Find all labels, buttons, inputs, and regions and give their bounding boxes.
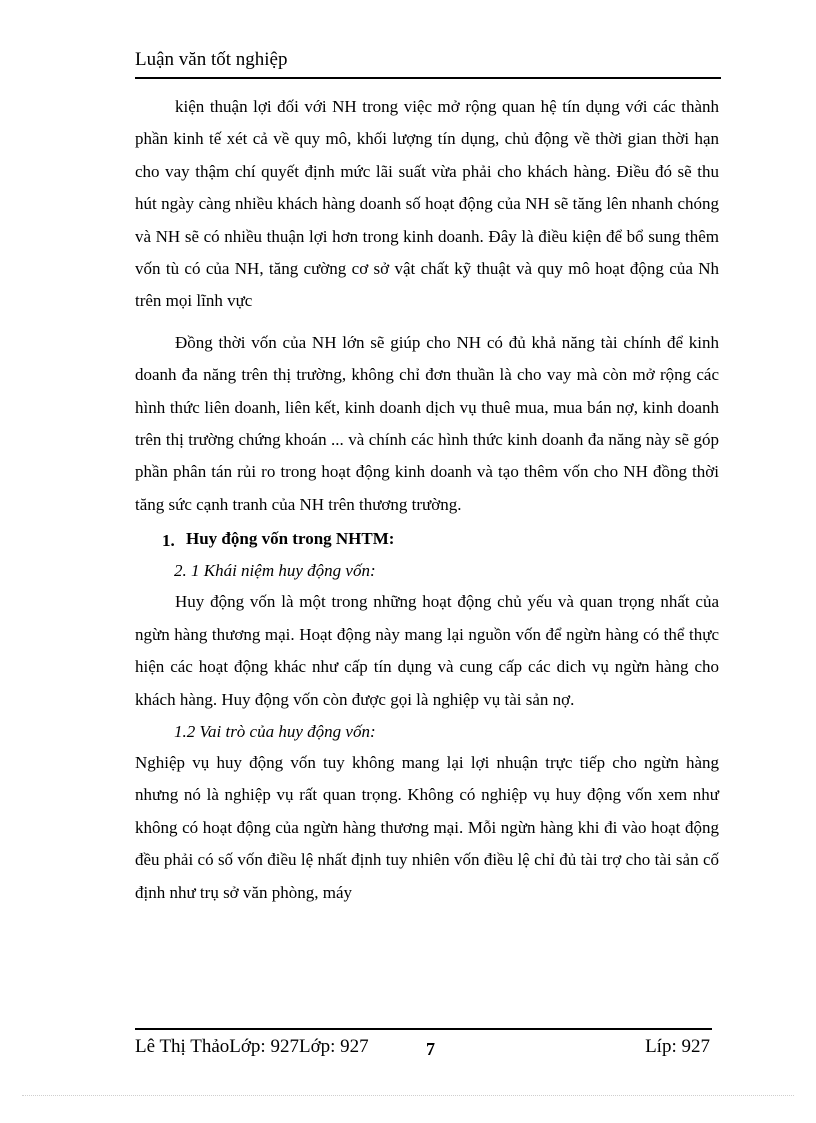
footer-class: Líp: 927 (645, 1036, 710, 1057)
section-title: Huy động vốn trong NHTM: (186, 529, 395, 549)
header-divider (135, 77, 721, 79)
paragraph-1: kiện thuận lợi đối với NH trong việc mở rộng quan hệ tín dụng với các thành phần kinh tế xét cả về quy mô, khối lượng tín dụng, chủ động về thời gian thời hạn cho vay thậm chí quyết định mức lãi suất vừa phải cho khách hàng. Điều đó sẽ thu hút ngày càng nhiều khách hàng doanh số hoạt động của NH sẽ tăng lên nhanh chóng và NH sẽ có nhiều thuận lợi hơn trong kinh doanh. Đây là điều kiện để bổ sung thêm vốn tù có của NH, tăng cường cơ sở vật chất kỹ thuật và quy mô hoạt động của Nh trên mọi lĩnh vực (135, 97, 719, 311)
paragraph-4: Nghiệp vụ huy động vốn tuy không mang lại lợi nhuận trực tiếp cho ngừn hàng nhưng nó là nghiệp vụ rất quan trọng. Không có nghiệp vụ huy động vốn xem như không có hoạt động của ngừn hàng thương mại. Mỗi ngừn hàng khi đi vào hoạt động đều phải có số vốn điều lệ nhất định tuy nhiên vốn điều lệ chỉ đủ tài trợ cho tài sản cố định như trụ sở văn phòng, máy (135, 752, 719, 902)
paragraph-2: Đồng thời vốn của NH lớn sẽ giúp cho NH có đủ khả năng tài chính để kinh doanh đa năng trên thị trường, không chỉ đơn thuần là cho vay mà còn mở rộng các hình thức liên doanh, liên kết, kinh doanh dịch vụ thuê mua, mua bán nợ, kinh doanh trên thị trường chứng khoán ... và chính các hình thức kinh doanh đa năng này sẽ góp phần phân tán rủi ro trong hoạt động kinh doanh và tạo thêm vốn cho NH đồng thời tăng sức cạnh tranh của NH trên thương trường. (135, 332, 719, 514)
document-body (135, 91, 719, 909)
subheading-role: 1.2 Vai trò của huy động vốn: (174, 721, 376, 741)
page-bottom-edge (22, 1095, 794, 1096)
footer-author: Lê Thị ThảoLớp: 927Lớp: 927 (135, 1036, 369, 1057)
page-header: Luận văn tốt nghiệp (135, 49, 288, 70)
page-number: 7 (426, 1039, 435, 1059)
section-heading (135, 523, 719, 555)
subheading-concept: 2. 1 Khái niệm huy động vốn: (174, 561, 376, 581)
footer-divider (135, 1028, 712, 1030)
section-number: 1. (162, 531, 175, 551)
paragraph-3: Huy động vốn là một trong những hoạt động chủ yếu và quan trọng nhất của ngừn hàng thương mại. Hoạt động này mang lại nguồn vốn để ngừn hàng có thể thực hiện các hoạt động khác như cấp tín dụng và cung cấp các dich vụ ngừn hàng cho khách hàng. Huy động vốn còn được gọi là nghiệp vụ tài sản nợ. (135, 592, 719, 709)
